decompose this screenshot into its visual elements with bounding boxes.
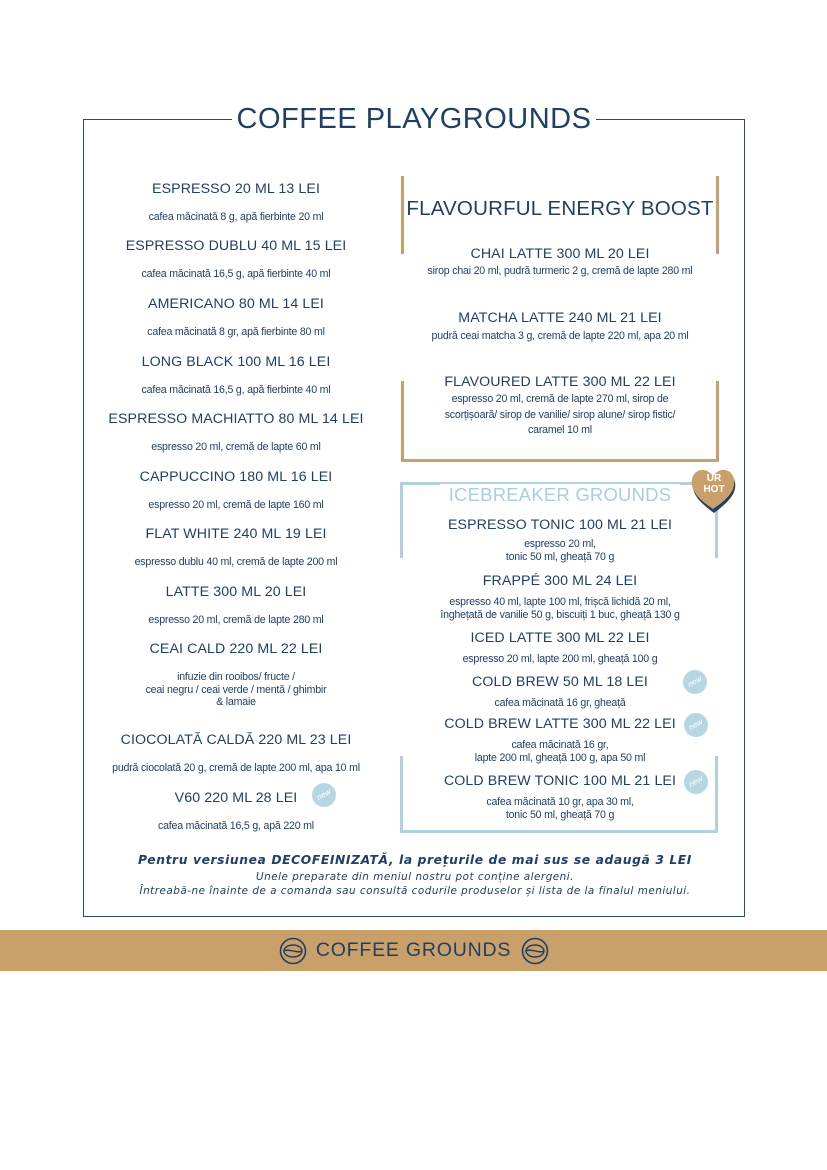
allergen-note: Unele preparate din meniul nostru pot conține alergeni.: [256, 871, 574, 883]
item-name: ESPRESSO DUBLU 40 ML 15 LEI: [125, 238, 347, 254]
menu-item: [84, 790, 388, 833]
item-name: LATTE 300 ML 20 LEI: [165, 584, 307, 600]
item-desc: espresso 20 ml, cremă de lapte 60 ml: [151, 441, 321, 453]
new-badge: new: [680, 766, 713, 799]
allergen-info-note: Întreabă-ne înainte de a comanda sau consultă codurile produselor și lista de la finalul meniului.: [139, 885, 691, 897]
menu-item: [400, 716, 720, 764]
menu-item: [400, 674, 720, 710]
new-badge: new: [308, 779, 341, 812]
menu-item: [84, 411, 388, 454]
item-name: COLD BREW TONIC 100 ML 21 LEI: [443, 773, 677, 789]
item-desc: tonic 50 ml, gheață 70 g: [505, 808, 615, 821]
item-desc: cafea măcinată 8 gr, apă fierbinte 80 ml: [147, 326, 325, 338]
coffee-grounds-logo-icon: [521, 937, 549, 965]
item-desc: & lamaie: [216, 696, 256, 708]
menu-item: [84, 584, 388, 627]
item-desc: cafea măcinată 16,5 g, apă 220 ml: [158, 820, 314, 832]
item-name: FLAT WHITE 240 ML 19 LEI: [145, 526, 327, 542]
menu-item: [84, 641, 388, 709]
menu-item: [84, 181, 388, 224]
item-name: ESPRESSO TONIC 100 ML 21 LEI: [447, 517, 673, 533]
item-name: FRAPPÉ 300 ML 24 LEI: [482, 573, 638, 589]
item-desc: cafea măcinată 10 gr, apa 30 ml,: [486, 796, 634, 808]
item-name: LONG BLACK 100 ML 16 LEI: [141, 354, 331, 370]
footer-brand: COFFEE GROUNDS: [315, 939, 512, 961]
menu-item: [400, 310, 720, 343]
item-desc: pudră ceai matcha 3 g, cremă de lapte 220 ml, apa 20 ml: [431, 330, 689, 342]
menu-item: [84, 296, 388, 339]
ur-hot-label: UR HOT: [703, 473, 725, 495]
menu-item: [84, 354, 388, 397]
menu-item: [400, 246, 720, 278]
item-name: CIOCOLATĂ CALDĂ 220 ML 23 LEI: [120, 732, 352, 748]
item-name: ESPRESSO 20 ML 13 LEI: [152, 181, 320, 197]
menu-item: [400, 630, 720, 666]
item-name: FLAVOURED LATTE 300 ML 22 LEI: [444, 374, 676, 390]
item-name: V60 220 ML 28 LEI: [174, 790, 298, 806]
item-desc: pudră ciocolată 20 g, cremă de lapte 200 ml, apa 10 ml: [112, 762, 360, 774]
item-desc: scorțișoară/ sirop de vanilie/ sirop alune/ sirop fistic/: [444, 408, 676, 421]
item-desc: tonic 50 ml, gheață 70 g: [505, 550, 615, 563]
item-desc: ceai negru / ceai verde / mentă / ghimbir: [145, 683, 327, 696]
menu-item: [84, 469, 388, 512]
item-desc: espresso 40 ml, lapte 100 ml, frișcă lichidă 20 ml,: [449, 596, 671, 608]
item-desc: cafea măcinată 16 gr,: [511, 739, 609, 751]
item-desc: cafea măcinată 8 g, apă fierbinte 20 ml: [148, 211, 324, 223]
menu-item: [400, 517, 720, 563]
item-name: CAPPUCCINO 180 ML 16 LEI: [139, 469, 333, 485]
item-desc: espresso 20 ml, lapte 200 ml, gheață 100 g: [462, 653, 658, 665]
menu-item: [400, 773, 720, 821]
item-name: COLD BREW LATTE 300 ML 22 LEI: [444, 716, 676, 732]
decaf-note: Pentru versiunea DECOFEINIZATĂ, la prețurile de mai sus se adaugă 3 LEI: [138, 853, 692, 867]
menu-item: [84, 238, 388, 281]
item-desc: cafea măcinată 16,5 g, apă fierbinte 40 ml: [141, 268, 331, 280]
item-desc: înghețată de vanilie 50 g, biscuiți 1 buc, gheață 130 g: [440, 608, 680, 621]
item-desc: espresso 20 ml, cremă de lapte 280 ml: [148, 614, 324, 626]
page-title: COFFEE PLAYGROUNDS: [232, 98, 596, 140]
menu-item: [400, 573, 720, 621]
new-badge: new: [680, 709, 713, 742]
item-name: CHAI LATTE 300 ML 20 LEI: [470, 246, 650, 262]
item-name: ESPRESSO MACHIATTO 80 ML 14 LEI: [108, 411, 364, 427]
item-desc: espresso 20 ml, cremă de lapte 270 ml, sirop de: [451, 393, 669, 405]
item-desc: espresso dublu 40 ml, cremă de lapte 200 ml: [134, 556, 338, 568]
item-name: COLD BREW 50 ML 18 LEI: [472, 674, 648, 690]
new-badge: new: [679, 666, 712, 699]
item-desc: espresso 20 ml,: [524, 538, 596, 550]
menu-item: [84, 732, 388, 775]
energy-boost-title: FLAVOURFUL ENERGY BOOST: [406, 197, 714, 220]
menu-item: [400, 374, 720, 437]
item-name: ICED LATTE 300 ML 22 LEI: [470, 630, 650, 646]
item-desc: espresso 20 ml, cremă de lapte 160 ml: [148, 499, 324, 511]
item-name: CEAI CALD 220 ML 22 LEI: [149, 641, 323, 657]
item-name: MATCHA LATTE 240 ML 21 LEI: [458, 310, 662, 326]
item-desc: sirop chai 20 ml, pudră turmeric 2 g, cremă de lapte 280 ml: [427, 265, 693, 277]
item-desc: caramel 10 ml: [528, 424, 592, 436]
item-name: AMERICANO 80 ML 14 LEI: [148, 296, 324, 312]
item-desc: cafea măcinată 16 gr, gheață: [494, 697, 626, 709]
item-desc: cafea măcinată 16,5 g, apă fierbinte 40 ml: [141, 384, 331, 396]
item-desc: infuzie din rooibos/ fructe /: [177, 671, 295, 683]
menu-item: [84, 526, 388, 569]
item-desc: lapte 200 ml, gheață 100 g, apa 50 ml: [474, 751, 646, 764]
icebreaker-title: ICEBREAKER GROUNDS: [440, 484, 680, 508]
footer-bar: [0, 930, 827, 971]
bracket-gap: [404, 176, 716, 180]
